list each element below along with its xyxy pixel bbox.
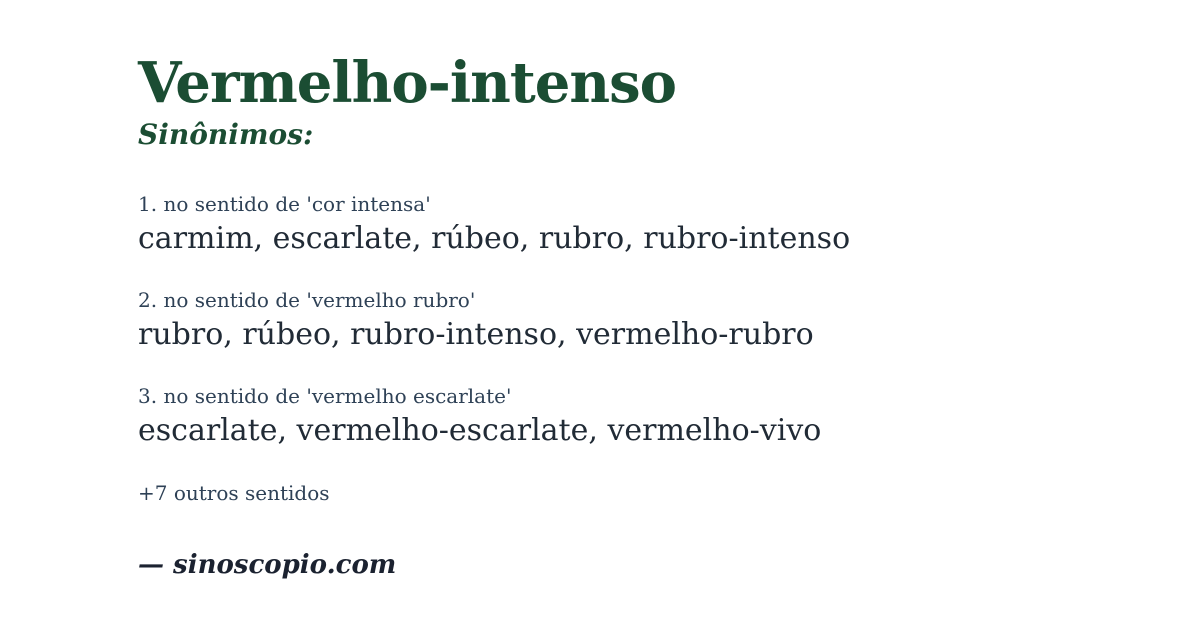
sense-synonyms: escarlate, vermelho-escarlate, vermelho-vivo bbox=[138, 412, 822, 448]
attribution: — sinoscopio.com bbox=[138, 550, 397, 581]
senses-list bbox=[138, 191, 1150, 450]
more-senses-note: +7 outros sentidos bbox=[138, 481, 330, 506]
synonyms-heading: Sinônimos: bbox=[138, 118, 314, 152]
sense-synonyms: carmim, escarlate, rúbeo, rubro, rubro-intenso bbox=[138, 221, 851, 257]
sense-label: 1. no sentido de 'cor intensa' bbox=[138, 192, 431, 217]
sense-label: 2. no sentido de 'vermelho rubro' bbox=[138, 287, 476, 312]
sense-item-3 bbox=[138, 383, 1150, 451]
sense-item-2 bbox=[138, 287, 1150, 355]
sense-item-1 bbox=[138, 191, 1150, 259]
page-title: Vermelho-intenso bbox=[138, 50, 676, 116]
sense-synonyms: rubro, rúbeo, rubro-intenso, vermelho-rubro bbox=[138, 316, 814, 352]
sense-label: 3. no sentido de 'vermelho escarlate' bbox=[138, 383, 512, 408]
